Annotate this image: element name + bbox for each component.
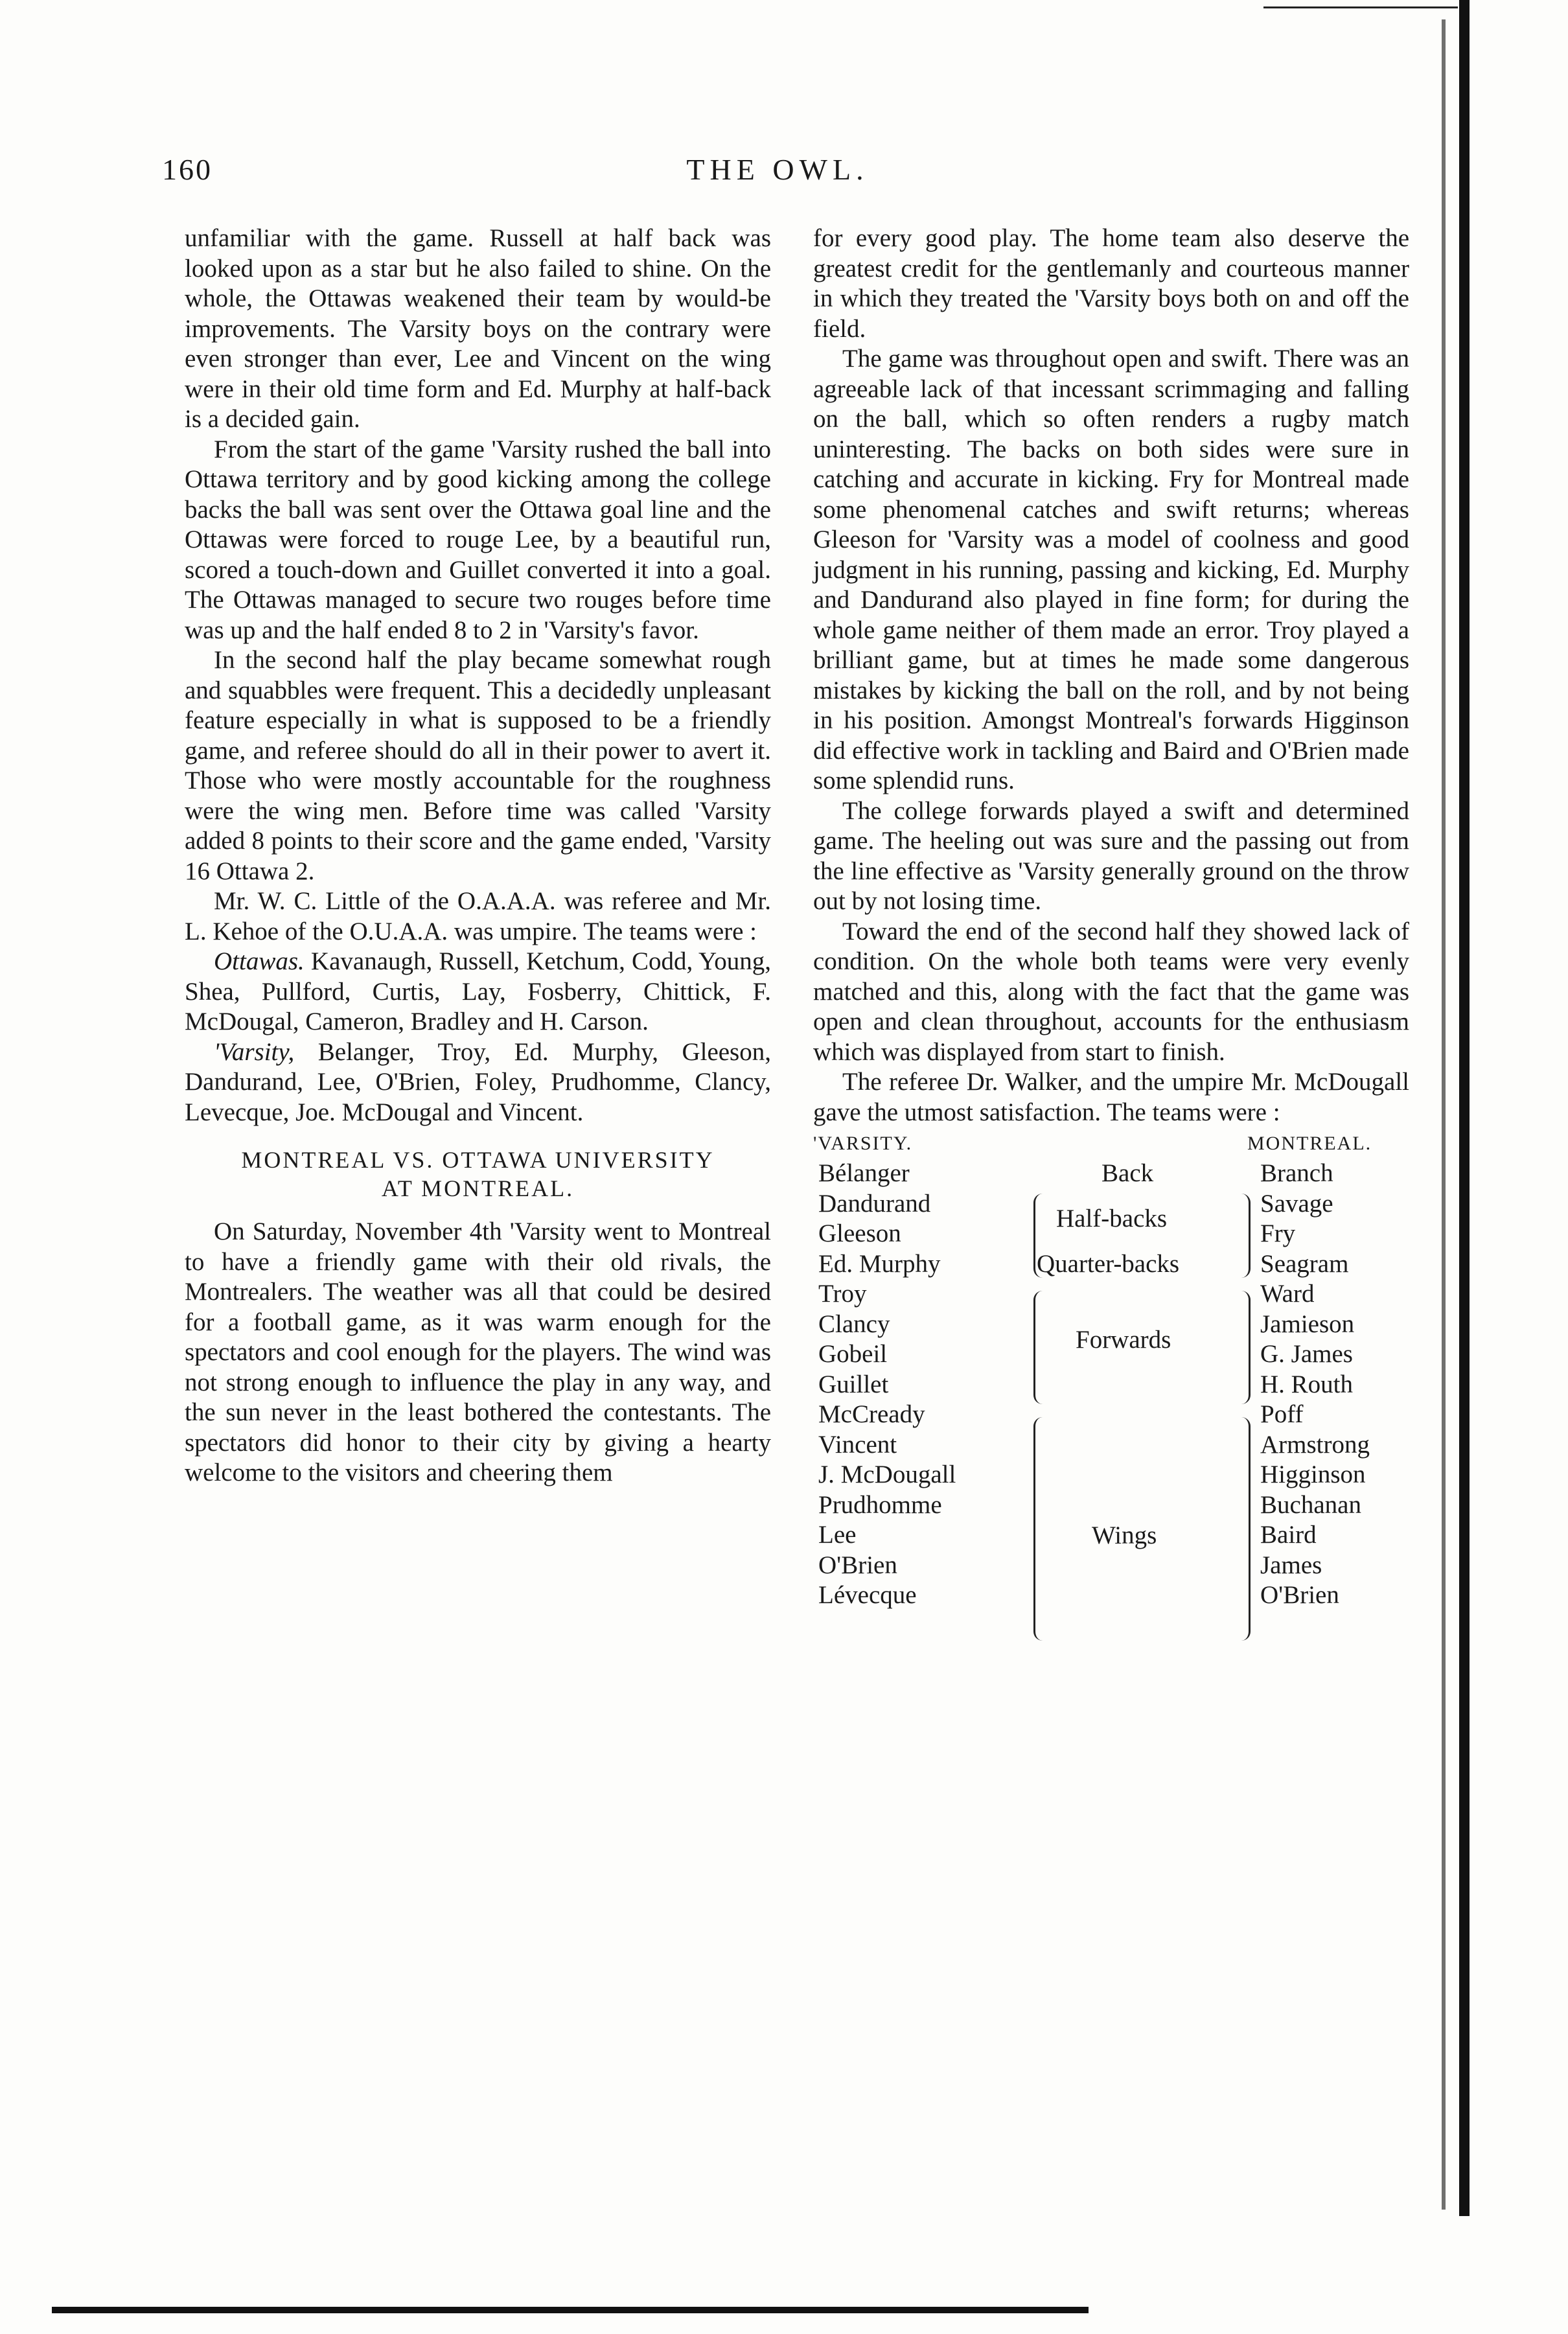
varsity-lineup bbox=[185, 1037, 771, 1128]
ottawa-label: Ottawas. bbox=[214, 947, 305, 975]
top-edge-rule bbox=[1263, 6, 1458, 8]
left-column bbox=[185, 224, 771, 1488]
player-name: Prudhomme bbox=[818, 1490, 942, 1519]
player-name: Troy bbox=[818, 1280, 867, 1308]
player-name: Lee bbox=[818, 1521, 857, 1549]
player-name: Ward bbox=[1260, 1280, 1315, 1308]
player-name: Jamieson bbox=[1260, 1310, 1355, 1338]
player-name: Buchanan bbox=[1260, 1490, 1361, 1519]
ottawa-lineup bbox=[185, 947, 771, 1037]
player-name: O'Brien bbox=[1260, 1581, 1339, 1609]
player-name: Guillet bbox=[818, 1370, 889, 1398]
paragraph: The game was throughout open and swift. There was an agreeable lack of that incessant scrimmaging and falling on the ball, which so often renders a rugby match uninteresting. The backs on both sides were sure in catching and accurate in kicking. Fry for Montreal made some phenomenal catches and swift returns; whereas Gleeson for 'Varsity was a model of coolness and good judgment in his running, passing and kicking, Ed. Murphy and Dandurand also played in fine form; for during the whole game neither of them made an error. Troy played a brilliant game, but at times he made some dangerous mistakes by kicking the ball on the roll, and by not being in his position. Amongst Montreal's forwards Higginson did effective work in tackling and Baird and O'Brien made some splendid runs. bbox=[813, 345, 1409, 794]
page-number: 160 bbox=[162, 153, 213, 186]
left-brace-wings bbox=[1033, 1417, 1050, 1641]
varsity-names bbox=[818, 1159, 956, 1611]
ottawa-players: Kavanaugh, Russell, Ketchum, Codd, Young, Shea, Pullford, Curtis, Lay, Fosberry, Chittick, F. McDougal, Cameron, Bradley and H. Carson. bbox=[185, 947, 771, 1035]
paragraph: From the start of the game 'Varsity rushed the ball into Ottawa territory and by good kicking among the college backs the ball was sent over the Ottawa goal line and the Ottawas were forced to rouge Lee, by a beautiful run, scored a touch-down and Guillet converted it into a goal. The Ottawas managed to secure two rouges before time was up and the half ended 8 to 2 in 'Varsity's favor. bbox=[185, 435, 771, 644]
right-brace-half-backs bbox=[1234, 1194, 1251, 1278]
paragraph: Toward the end of the second half they showed lack of condition. On the whole both teams were very evenly matched and this, along with the fact that the game was open and clean throughout, accounts for the enthusiasm which was displayed from start to finish. bbox=[813, 917, 1409, 1066]
page-edge-bar bbox=[1459, 0, 1470, 2216]
position-back: Back bbox=[1101, 1159, 1154, 1187]
player-name: J. McDougall bbox=[818, 1461, 956, 1488]
right-column bbox=[813, 224, 1409, 1655]
running-head: THE OWL. bbox=[686, 153, 869, 186]
section-title-line-1: MONTREAL VS. OTTAWA UNIVERSITY bbox=[241, 1147, 715, 1173]
player-name: Seagram bbox=[1260, 1249, 1349, 1278]
player-name: Savage bbox=[1260, 1189, 1333, 1218]
player-name: Fry bbox=[1260, 1219, 1296, 1247]
varsity-label: 'Varsity, bbox=[214, 1037, 295, 1066]
player-name: Gobeil bbox=[818, 1340, 888, 1368]
montreal-header: MONTREAL. bbox=[1247, 1133, 1372, 1154]
left-brace-half-backs bbox=[1033, 1194, 1050, 1278]
teams-table bbox=[813, 1129, 1409, 1655]
player-name: Armstrong bbox=[1260, 1430, 1370, 1459]
player-name: Higginson bbox=[1260, 1461, 1366, 1488]
paragraph: unfamiliar with the game. Russell at half back was looked upon as a star but he also failed to shine. On the whole, the Ottawas weakened their team by would-be improvements. The Varsity boys on the contrary were even stronger than ever, Lee and Vincent on the wing were in their old time form and Ed. Murphy at half-back is a decided gain. bbox=[185, 224, 771, 433]
section-heading bbox=[185, 1146, 771, 1203]
left-brace-forwards bbox=[1033, 1291, 1050, 1404]
right-brace-forwards bbox=[1234, 1291, 1251, 1404]
paragraph: Mr. W. C. Little of the O.A.A.A. was referee and Mr. L. Kehoe of the O.U.A.A. was umpire. The teams were : bbox=[185, 887, 771, 945]
paragraph: The referee Dr. Walker, and the umpire Mr. McDougall gave the utmost satisfaction. The teams were : bbox=[813, 1068, 1409, 1126]
bottom-rule bbox=[52, 2307, 1089, 2313]
position-wings: Wings bbox=[1092, 1521, 1157, 1549]
paragraph: The college forwards played a swift and determined game. The heeling out was sure and the passing out from the line effective as 'Varsity generally ground on the throw out by not losing time. bbox=[813, 796, 1409, 915]
varsity-players: Belanger, Troy, Ed. Murphy, Gleeson, Dandurand, Lee, O'Brien, Foley, Prudhomme, Clancy, Levecque, Joe. McDougal and Vincent. bbox=[185, 1037, 771, 1126]
player-name: Dandurand bbox=[818, 1189, 931, 1218]
player-name: Ed. Murphy bbox=[818, 1249, 941, 1278]
player-name: H. Routh bbox=[1260, 1370, 1354, 1398]
position-half-backs: Half-backs bbox=[1056, 1205, 1168, 1232]
player-name: Branch bbox=[1260, 1159, 1333, 1187]
varsity-header: 'VARSITY. bbox=[813, 1133, 913, 1154]
page-edge-shadow bbox=[1442, 19, 1446, 2210]
position-quarter-backs: Quarter-backs bbox=[1037, 1250, 1180, 1278]
player-name: James bbox=[1260, 1551, 1322, 1579]
montreal-names bbox=[1260, 1159, 1370, 1611]
right-brace-wings bbox=[1234, 1417, 1251, 1641]
paragraph: for every good play. The home team also deserve the greatest credit for the gentlemanly and courteous manner in which they treated the 'Varsity boys both on and off the field. bbox=[813, 224, 1409, 343]
position-forwards: Forwards bbox=[1076, 1326, 1171, 1354]
page-header bbox=[162, 152, 1393, 198]
player-name: Bélanger bbox=[818, 1159, 910, 1187]
section-title-line-2: AT MONTREAL. bbox=[381, 1175, 575, 1201]
player-name: Lévecque bbox=[818, 1581, 917, 1609]
paragraph: In the second half the play became somewhat rough and squabbles were frequent. This a decidedly unpleasant feature especially in what is supposed to be a friendly game, and referee should do all in their power to avert it. Those who were mostly accountable for the roughness were the wing men. Before time was called 'Varsity added 8 points to their score and the game ended, 'Varsity 16 Ottawa 2. bbox=[185, 646, 771, 885]
paragraph: On Saturday, November 4th 'Varsity went to Montreal to have a friendly game with their old rivals, the Montrealers. The weather was all that could be desired for a football game, as it was warm enough for the spectators and cool enough for the players. The wind was not strong enough to influence the play in any way, and the sun never in the least bothered the contestants. The spectators did honor to their city by giving a hearty welcome to the visitors and cheering them bbox=[185, 1218, 771, 1486]
player-name: Poff bbox=[1260, 1400, 1304, 1428]
player-name: Baird bbox=[1260, 1521, 1317, 1549]
player-name: McCready bbox=[818, 1400, 925, 1428]
player-name: Gleeson bbox=[818, 1219, 901, 1247]
player-name: G. James bbox=[1260, 1340, 1353, 1368]
player-name: Clancy bbox=[818, 1310, 890, 1338]
player-name: O'Brien bbox=[818, 1551, 897, 1579]
player-name: Vincent bbox=[818, 1430, 897, 1459]
